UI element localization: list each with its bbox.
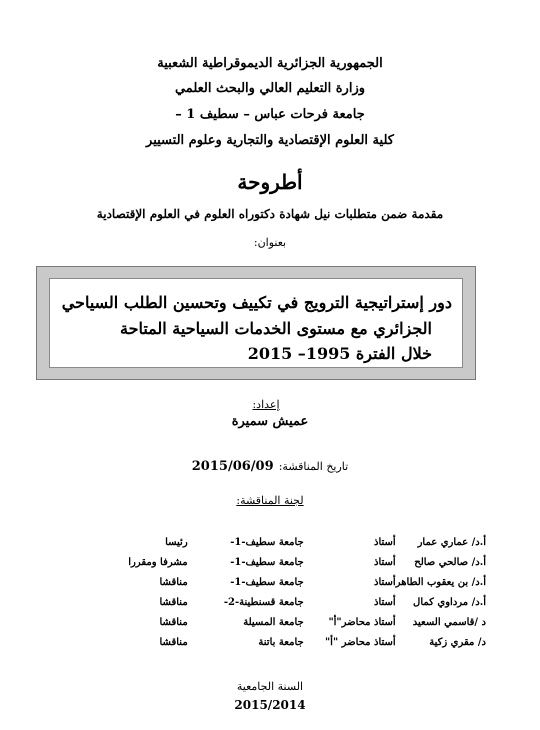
document-type: أطروحة xyxy=(237,170,303,194)
member-university: جامعة سطيف-1- xyxy=(230,576,304,588)
member-rank: أستاذ xyxy=(373,556,396,568)
committee-table-body xyxy=(58,532,486,652)
academic-year-label: السنة الجامعية xyxy=(236,680,304,693)
prepared-by-label: إعداد: xyxy=(252,398,280,411)
ministry-name: وزارة التعليم العالي والبحث العلمي xyxy=(174,81,366,96)
member-university: جامعة قسنطينة-2- xyxy=(223,596,304,608)
member-rank: أستاذ محاضر"أ" xyxy=(328,616,396,628)
thesis-title-line-2: الجزائري مع مستوى الخدمات السياحية المتاحة xyxy=(119,319,432,338)
member-role: مشرفا ومقررا xyxy=(128,556,188,568)
member-name: د/ مقري زكية xyxy=(429,636,486,648)
member-role: مناقشا xyxy=(159,616,188,628)
member-university: جامعة سطيف-1- xyxy=(230,556,304,568)
republic-name: الجمهورية الجزائرية الديموقراطية الشعبية xyxy=(157,56,383,71)
defense-date-label: تاريخ المناقشة: xyxy=(278,460,349,473)
committee-label: لجنة المناقشة: xyxy=(236,494,304,507)
member-university: جامعة سطيف-1- xyxy=(230,536,304,548)
committee-row xyxy=(58,632,486,652)
member-name: أ.د/ عماري عمار xyxy=(417,536,486,548)
title-frame xyxy=(36,266,476,380)
committee-row xyxy=(58,612,486,632)
defense-date-row xyxy=(0,455,540,474)
member-name: د /قاسمي السعيد xyxy=(412,616,486,628)
titled-label: بعنوان: xyxy=(253,236,287,249)
thesis-title-line-3: خلال الفترة 1995– 2015 xyxy=(247,344,432,363)
member-role: مناقشا xyxy=(159,636,188,648)
member-rank: أستاذ xyxy=(373,596,396,608)
member-university: جامعة المسيلة xyxy=(243,616,304,628)
member-role: رئيسا xyxy=(165,536,188,548)
committee-row xyxy=(58,592,486,612)
member-name: أ.د/ صالحي صالح xyxy=(414,556,486,568)
faculty-name: كلية العلوم الإقتصادية والتجارية وعلوم التسيير xyxy=(146,133,394,148)
member-rank: أستاذ xyxy=(373,536,396,548)
member-role: مناقشا xyxy=(159,596,188,608)
defense-date-value: 2015/06/09 xyxy=(191,459,274,474)
university-name: جامعة فرحات عباس – سطيف 1 – xyxy=(175,107,365,122)
academic-year-value: 2015/2014 xyxy=(234,698,306,712)
thesis-title-line-1: دور إستراتيجية الترويج في تكييف وتحسين الطلب السياحي xyxy=(61,293,452,312)
title-frame-inner xyxy=(49,278,463,368)
member-name: أ.د/ مرداوي كمال xyxy=(413,596,486,608)
member-role: مناقشا xyxy=(159,576,188,588)
degree-subtitle: مقدمة ضمن متطلبات نيل شهادة دكتوراه العلوم في العلوم الإقتصادية xyxy=(96,207,444,221)
committee-row xyxy=(58,532,486,552)
member-rank: أستاذ xyxy=(373,576,396,588)
member-university: جامعة باتنة xyxy=(258,636,304,648)
member-name: أ.د/ بن يعقوب الطاهر xyxy=(395,576,486,588)
committee-table xyxy=(58,532,486,652)
member-rank: أستاذ محاضر "أ" xyxy=(324,636,396,648)
author-name: عميش سميرة xyxy=(231,414,309,429)
committee-row xyxy=(58,552,486,572)
committee-row xyxy=(58,572,486,592)
